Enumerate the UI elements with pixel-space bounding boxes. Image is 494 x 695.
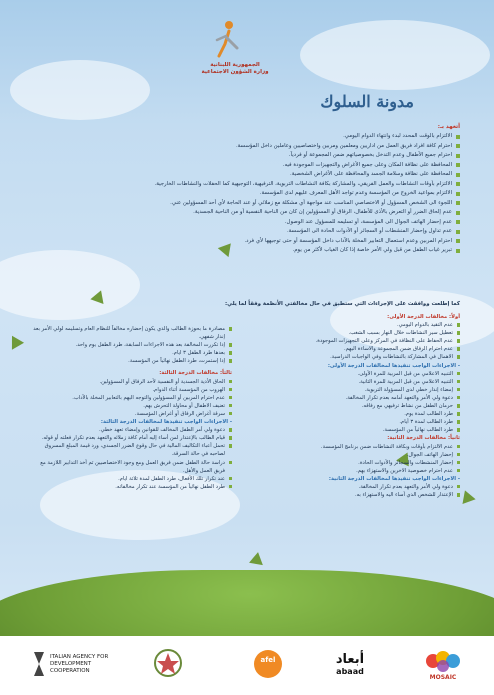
list-item: احترام كافة افراد فريق العمل من اداريين ومعلمين ومربين واختصاصيين وعاملين داخل المؤسسة.: [40, 142, 460, 152]
violations-intro: كما إطلعت ووافقت على الإجراءات التي ستطبق في حال مخالفتي الأنظمة وفقاً لما يلي:: [224, 301, 460, 307]
list-item: حرمان الطفل من نشاط ترفيهي مع رفاقه.: [260, 402, 460, 410]
italian-agency-name: ITALIAN AGENCY FOR DEVELOPMENT COOPERATION: [50, 653, 109, 674]
list-item: عدم إحضار الهاتف الجوال الى المؤسسة، أو تسليمه للمسؤول عند الوصول.: [40, 218, 460, 228]
pledge-intro: أتعهد بـ:: [437, 124, 460, 130]
footer-logos: [0, 636, 494, 695]
list-item: عدم إلحاق الضرر أو التعرض بالأذى للأطفال، الرفاق أو المسؤولين إن كان من الناحية النفسية أو من الناحية الجسدية.: [40, 208, 460, 218]
italian-emblem-logo: [148, 644, 188, 684]
list-item: سرقة أغراض الرفاق أو أغراض المؤسسة.: [32, 410, 232, 418]
list-item: طرد الطالب لمدة ٣ أيام.: [260, 418, 460, 426]
second-degree-heading: ثانياً: مخالفات الدرجة الثانية:: [387, 435, 460, 442]
first-degree-actions-heading: - الاجراءات الواجب تنفيذها لمخالفات الدرجة الأولى:: [327, 362, 460, 369]
mosaic-icon: [423, 648, 463, 674]
list-item: الإعتذار للشخص الذي أساء اليه والاستهزاء به.: [260, 491, 460, 499]
list-item: عدم الالتزام بأوقات وبكافة النشاطات ضمن برنامج المؤسسة.: [260, 443, 460, 451]
list-item: تحمل أعباء التكاليف المالية في حال وقوع الضرر الجسدي، ورد قيمة المبلغ المسروق لصاحبه في حالة السرقة.: [32, 442, 232, 458]
abaad-arabic-name: أبعاد: [335, 652, 365, 667]
page-title: مدونة السلوك: [320, 92, 414, 111]
list-item: عدم احترام الرفاق ضمن المجموعة والاساءة اليهم.: [260, 345, 460, 353]
leaf-decoration: [249, 551, 265, 565]
abaad-logo: [325, 644, 375, 684]
pledge-list: [40, 132, 460, 256]
emblem-icon: [151, 645, 185, 683]
violations-right-column: [260, 313, 460, 499]
third-degree-heading: ثالثاً: مخالفات الدرجة الثالثة:: [159, 370, 232, 377]
list-item: المحافظة على نظافة المكان وعلى جميع الأغراض والتجهيزات الموجودة فيه.: [40, 161, 460, 171]
italian-agency-icon: [32, 650, 46, 678]
list-item: الهروب من المؤسسة أثناء الدوام.: [32, 386, 232, 394]
list-item: التنبيه الاعلامي من قبل المربية للمرة الأولى.: [260, 370, 460, 378]
list-item: قيام الطالب بالإعتذار لمن أساء إليه أمام كافة زملائه والتعهد بعدم تكرار فعلته أو قوله.: [32, 434, 232, 442]
italian-agency-logo: [30, 644, 130, 684]
mosaic-name: MOSAIC: [429, 673, 457, 681]
list-item: دراسة حالة الطفل ضمن فريق العمل ومع وجود الاختصاصيين ثم أخذ التدابير اللازمة مع فريق العمل والأهل.: [32, 459, 232, 475]
list-item: المحافظة على نظافة وسلامة الجسد والمحافظة على الأغراض الشخصية.: [40, 170, 460, 180]
list-item: مصادرة ما بحوزة الطالب والذي يكون إحضاره مخالفاً للنظام العام وتسليمه لولي الأمر بعد إنذار شفهي.: [32, 325, 232, 341]
list-item: دعوة ولي الأمر والتعهد أمامه بعدم تكرار المخالفة.: [260, 394, 460, 402]
list-item: الحاق الأذية الجسدية أو النفسية لأحد الرفاق أو المسؤولين.: [32, 378, 232, 386]
list-item: تعطيل سير النشاطات خلال النهار بسبب الشغب.: [260, 329, 460, 337]
mosaic-logo: [418, 644, 468, 684]
ministry-name: [195, 62, 275, 76]
list-item: عدم الحفاظ على النظافة في المركز وعلى التجهيزات الموجودة.: [260, 337, 460, 345]
list-item: دعوة ولي الأمر والتعهد بعدم تكرار المخالفة.: [260, 483, 460, 491]
ministry-logo-icon: [205, 18, 249, 60]
list-item: عدم تداول وإحضار المنشطات أو السجائر أو الأدوات الحادة الى المؤسسة.: [40, 227, 460, 237]
list-item: إحضار المنشطات والسجائر والأدوات الحادة.: [260, 459, 460, 467]
org-line-1: الجمهورية اللبنانية: [210, 62, 260, 68]
list-item: الالتزام بأوقات النشاطات والعمل الفريقي، والمشاركة بكافة النشاطات التربوية، الترفيهية، التوجيهية كما الحفلات والنشاطات الخارجية.: [40, 180, 460, 190]
org-line-2: وزارة الشؤون الاجتماعية: [201, 69, 269, 75]
list-item: الالتزام بالوقت المحدد لبدء وانتهاء الدوام اليومي.: [40, 132, 460, 142]
list-item: احترام المربين وعدم استعمال التعابير المخلة بالآداب داخل المؤسسة أو حتى توجيهها لأي فرد.: [40, 237, 460, 247]
list-item: اللجوء الى الشخص المسؤول أو الاختصاصي المناسب عند مواجهة أي مشكلة مع زملائي أو عند الحاجة لأي أحد المسؤولين عني.: [40, 199, 460, 209]
list-item: تبرير غياب الطفل من قبل ولي الأمر خاصة إذا كان الغياب لأكثر من يوم.: [40, 246, 460, 256]
afel-logo: [240, 644, 296, 684]
leaf-decoration: [6, 332, 24, 349]
header: [0, 0, 494, 90]
list-item: عدم احترام المربين أو المسؤولين والتوجه اليهم بالتعابير المخلة بالآداب.: [32, 394, 232, 402]
leaf-decoration: [458, 488, 475, 504]
list-item: دعوة ولي أمر الطفل المخالف للقوانين وإمضاء تعهد خطي.: [32, 426, 232, 434]
list-item: الاهمال في المشاركة بالنشاطات وفي الواجبات الدراسية.: [260, 353, 460, 361]
list-item: تعنيف الاطفال أو محاولة التحرش بهم.: [32, 402, 232, 410]
list-item: طرد الطالب نهائياً من المؤسسة.: [260, 426, 460, 434]
list-item: عدم احترام خصوصية الاخرين والاستهزاء بهم.: [260, 467, 460, 475]
list-item: عند تكرار تلك الأفعال، طرد الطفل لمدة ثلاثة ايام.: [32, 475, 232, 483]
abaad-latin-name: abaad: [336, 667, 364, 676]
first-degree-heading: أولاً: مخالفات الدرجة الأولى:: [387, 314, 460, 320]
list-item: إمضاء إنذار خطي لدى المسؤولة التربوية.: [260, 386, 460, 394]
violations-left-column: [32, 325, 232, 491]
second-degree-actions-heading: - الاجراءات الواجب تنفيذها لمخالفات الدرجة الثانية:: [328, 475, 460, 482]
list-item: إذا إستمرت، طرد الطفل نهائياً من المؤسسة.: [32, 357, 232, 365]
list-item: بعدها طرد الطفل ٣ ايام.: [32, 349, 232, 357]
cloud-decoration: [0, 250, 140, 320]
list-item: احترام جميع الأطفال وعدم التدخل بخصوصياتهم ضمن المجموعة أو فردياً.: [40, 151, 460, 161]
list-item: إحضار الهاتف الجوال.: [260, 451, 460, 459]
list-item: التنبيه الاعلامي من قبل المربية للمرة الثانية.: [260, 378, 460, 386]
list-item: طرد الطفل نهائياً من المؤسسة عند تكرار مخالفاته.: [32, 483, 232, 491]
afel-name: afel: [260, 656, 276, 664]
list-item: عدم التقيد بالدوام اليومي.: [260, 321, 460, 329]
list-item: الالتزام بمواعيد الخروج من المؤسسة وعدم تواجد الأهل المعرف عليهم لدى المؤسسة.: [40, 189, 460, 199]
third-degree-actions-heading: - الاجراءات الواجب تنفيذها لمخالفات الدرجة الثالثة:: [100, 419, 232, 426]
afel-icon: [253, 649, 283, 679]
list-item: طرد الطالب لمدة يوم.: [260, 410, 460, 418]
list-item: إذا تكررت المخالفة بعد هذه الاجراءات السابقة، طرد الطفل يوم واحد.: [32, 341, 232, 349]
